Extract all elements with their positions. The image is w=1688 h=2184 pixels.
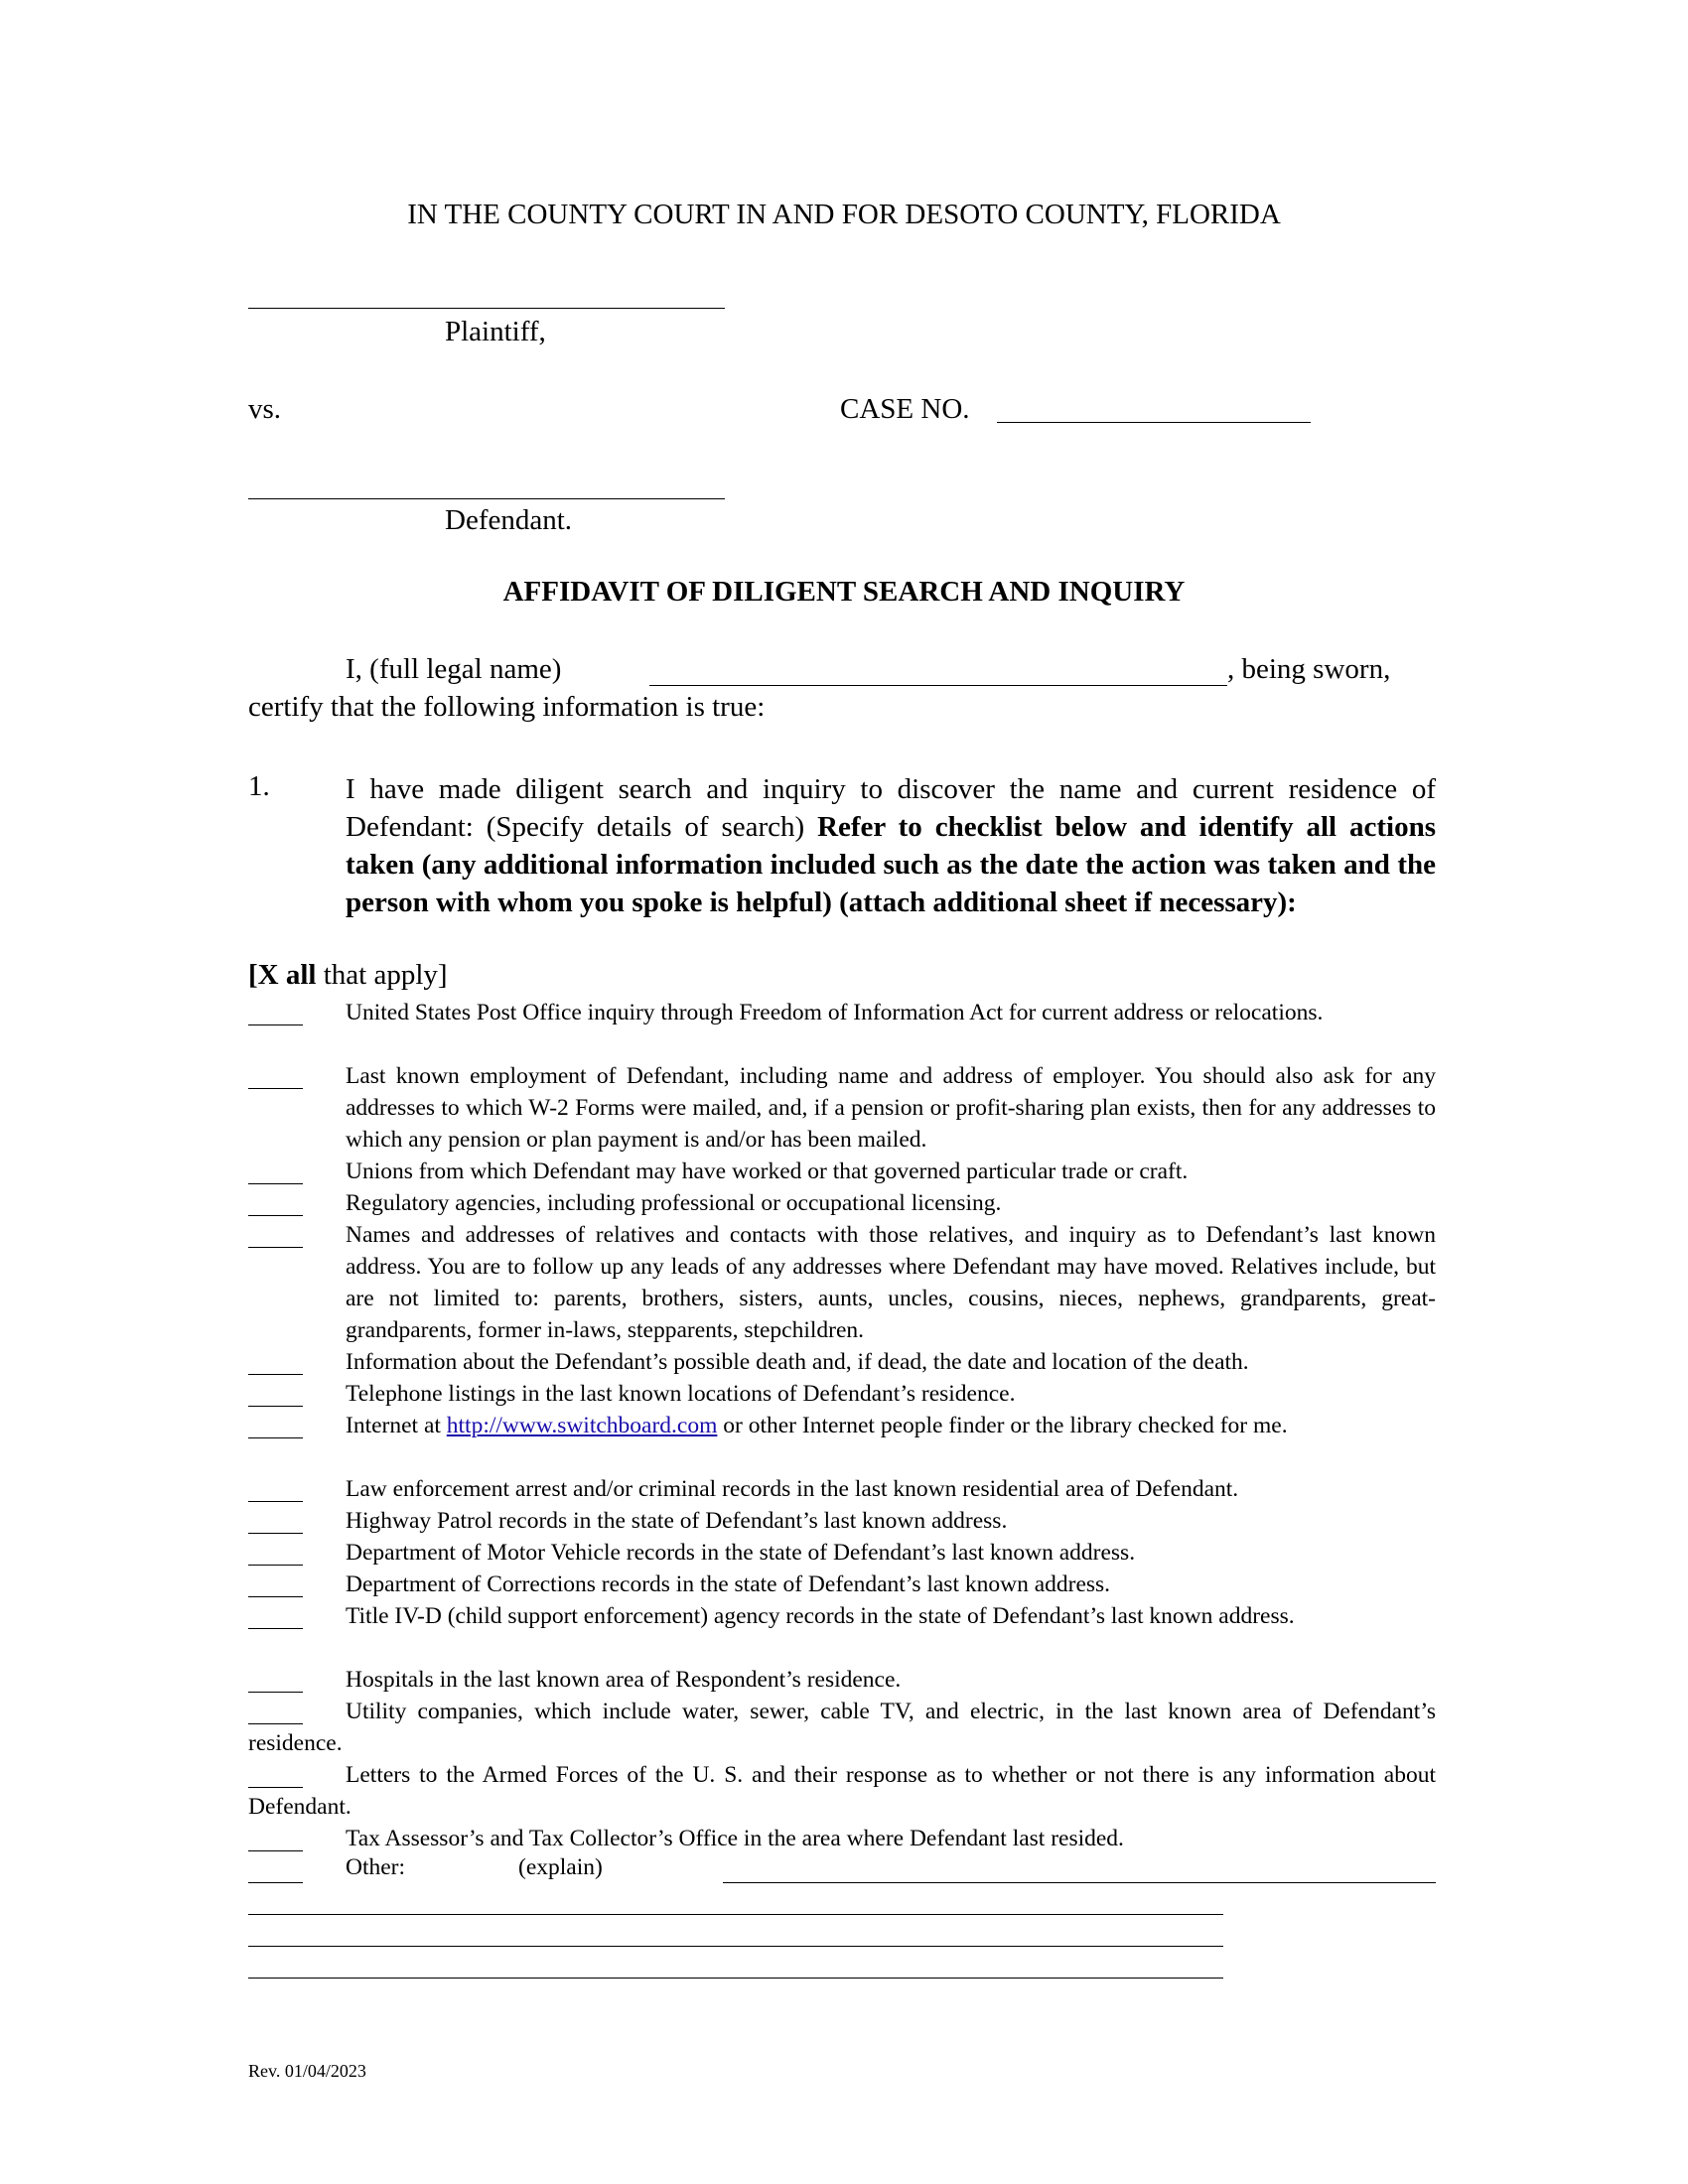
- explain-label: (explain): [518, 1854, 603, 1880]
- checkbox-line-law-enforcement[interactable]: [248, 1501, 303, 1502]
- paragraph-1-text: I have made diligent search and inquiry to discover the name and current residence of Defendant: (Specify details of search): [346, 773, 1436, 843]
- checkbox-line-unions[interactable]: [248, 1183, 303, 1184]
- court-header: IN THE COUNTY COURT IN AND FOR DESOTO COUNTY, FLORIDA: [407, 199, 1281, 230]
- checkbox-line-highway-patrol[interactable]: [248, 1533, 303, 1534]
- case-no-label: CASE NO.: [840, 393, 970, 425]
- checkbox-line-hospitals[interactable]: [248, 1692, 303, 1693]
- checkbox-line-tax[interactable]: [248, 1850, 303, 1851]
- item-hospitals: Hospitals in the last known area of Respondent’s residence.: [346, 1667, 902, 1693]
- internet-suffix: or other Internet people finder or the library checked for me.: [717, 1413, 1288, 1438]
- checkbox-line-regulatory[interactable]: [248, 1215, 303, 1216]
- checkbox-line-motor-vehicle[interactable]: [248, 1565, 303, 1566]
- defendant-name-line[interactable]: [248, 498, 725, 499]
- item-tax: Tax Assessor’s and Tax Collector’s Office in the area where Defendant last resided.: [346, 1826, 1124, 1851]
- other-line-2[interactable]: [248, 1946, 1223, 1947]
- apply-note-normal: that apply]: [316, 959, 448, 991]
- other-explain-line[interactable]: [723, 1882, 1436, 1883]
- checkbox-line-other[interactable]: [248, 1882, 303, 1883]
- item-internet: [233, 1410, 1436, 1441]
- revision-date: Rev. 01/04/2023: [248, 2061, 366, 2081]
- item-highway-patrol: Highway Patrol records in the state of Defendant’s last known address.: [346, 1508, 1008, 1534]
- item-motor-vehicle: Department of Motor Vehicle records in the state of Defendant’s last known address.: [346, 1540, 1136, 1566]
- apply-note-bold: [X all: [248, 959, 317, 991]
- checkbox-line-telephone[interactable]: [248, 1406, 303, 1407]
- paragraph-number: 1.: [248, 770, 270, 802]
- other-line-1[interactable]: [248, 1914, 1223, 1915]
- item-death: Information about the Defendant’s possible death and, if dead, the date and location of the death.: [346, 1349, 1249, 1375]
- item-corrections: Department of Corrections records in the state of Defendant’s last known address.: [346, 1571, 1111, 1597]
- vs-label: vs.: [248, 393, 282, 425]
- checkbox-line-employment[interactable]: [248, 1088, 303, 1089]
- item-armed-forces: Letters to the Armed Forces of the U. S. and their response as to whether or not there is any information about Defendant.: [248, 1762, 1436, 1820]
- switchboard-link[interactable]: http://www.switchboard.com: [446, 1413, 718, 1438]
- other-line-3[interactable]: [248, 1978, 1223, 1979]
- full-legal-name-line[interactable]: [649, 685, 1227, 686]
- paragraph-1-bold: Refer to checklist below and identify all actions taken (any additional information included such as the date the action was taken and the person with whom you spoke is helpful) (attach additional sheet if necessary):: [346, 811, 1436, 918]
- item-regulatory: Regulatory agencies, including professional or occupational licensing.: [346, 1190, 1002, 1216]
- item-employment: Last known employment of Defendant, including name and address of employer. You should also ask for any addresses to which W-2 Forms were mailed, and, if a pension or profit-sharing plan exists, then for any addresses to which any pension or plan payment is and/or has been mailed.: [346, 1063, 1436, 1153]
- item-unions: Unions from which Defendant may have worked or that governed particular trade or craft.: [346, 1159, 1189, 1184]
- plaintiff-name-line[interactable]: [248, 308, 725, 309]
- paragraph-1: [346, 770, 1436, 921]
- item-relatives: Names and addresses of relatives and contacts with those relatives, and inquiry as to Defendant’s last known address. You are to follow up any leads of any addresses where Defendant may have moved. Relatives include, but are not limited to: parents, brothers, sisters, aunts, uncles, cousins, nieces, nephews, grandparents, great-grandparents, former in-laws, stepparents, stepchildren.: [346, 1222, 1436, 1343]
- cert-prefix: I, (full legal name): [346, 653, 562, 685]
- checkbox-line-corrections[interactable]: [248, 1596, 303, 1597]
- case-no-line[interactable]: [997, 422, 1311, 423]
- plaintiff-label: Plaintiff,: [445, 316, 546, 347]
- item-title-ivd: Title IV-D (child support enforcement) agency records in the state of Defendant’s last known address.: [346, 1603, 1295, 1629]
- cert-line2: certify that the following information is true:: [248, 691, 766, 723]
- item-law-enforcement: Law enforcement arrest and/or criminal records in the last known residential area of Defendant.: [346, 1476, 1239, 1502]
- document-title: AFFIDAVIT OF DILIGENT SEARCH AND INQUIRY: [502, 576, 1186, 608]
- item-utility: Utility companies, which include water, sewer, cable TV, and electric, in the last known area of Defendant’s residence.: [248, 1699, 1436, 1756]
- defendant-label: Defendant.: [445, 504, 573, 536]
- other-label: Other:: [346, 1854, 406, 1880]
- checkbox-line-death[interactable]: [248, 1374, 303, 1375]
- item-post-office: United States Post Office inquiry through Freedom of Information Act for current address or relocations.: [346, 1000, 1324, 1025]
- checkbox-line-post-office[interactable]: [248, 1024, 303, 1025]
- item-telephone: Telephone listings in the last known locations of Defendant’s residence.: [346, 1381, 1016, 1407]
- checkbox-line-relatives[interactable]: [248, 1247, 303, 1248]
- apply-note: [248, 959, 448, 992]
- cert-suffix: , being sworn,: [1227, 653, 1391, 685]
- internet-prefix: Internet at: [346, 1413, 447, 1438]
